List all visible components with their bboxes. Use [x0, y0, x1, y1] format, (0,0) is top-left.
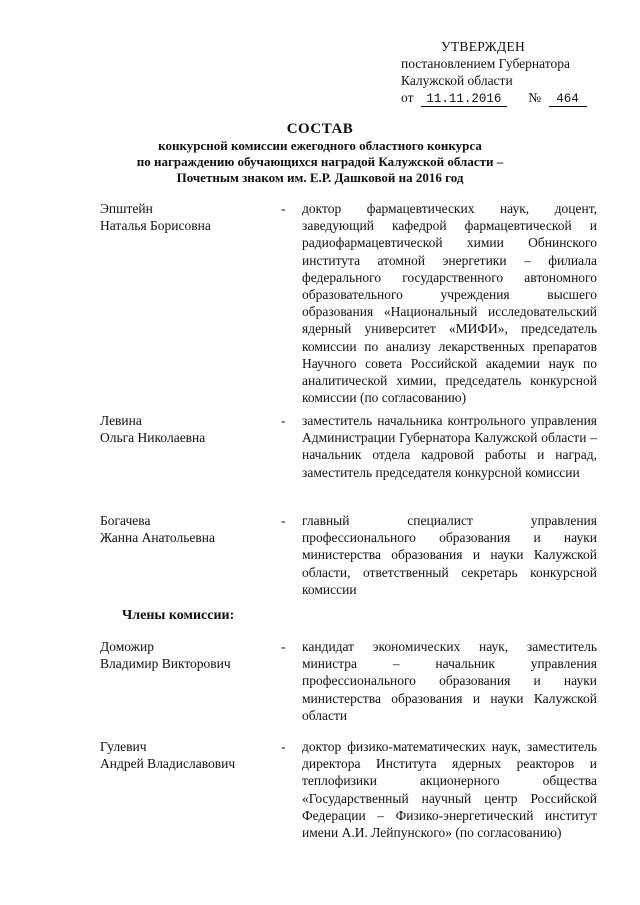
- approval-heading: УТВЕРЖДЕН: [441, 39, 526, 54]
- member-dash: -: [281, 201, 286, 216]
- approval-line-1: постановлением Губернатора: [401, 56, 570, 71]
- member-name: [100, 512, 280, 546]
- member-surname: Гулевич: [100, 739, 147, 754]
- member-given-name: Андрей Владиславович: [100, 756, 236, 771]
- title-line-1: конкурсной комиссии ежегодного областного конкурса: [158, 138, 482, 153]
- title-line-2: по награждению обучающихся наградой Калужской области –: [136, 154, 504, 169]
- members-section-heading: Члены комиссии:: [122, 608, 235, 623]
- title-line-3: Почетным знаком им. Е.Р. Дашковой на 2016 год: [176, 170, 464, 185]
- member-name: [100, 200, 280, 234]
- approval-from-label: от: [401, 90, 414, 105]
- member-surname: Левина: [100, 413, 142, 428]
- member-dash: -: [281, 739, 286, 754]
- member-given-name: Ольга Николаевна: [100, 430, 206, 445]
- member-description: доктор физико-математических наук, заместитель директора Института ядерных реакторов и теплофизики акционерного общества «Государственный научный центр Российской Федерации – Физико-энергетический институт имени А.И. Лейпунского» (по согласованию): [302, 739, 597, 841]
- member-dash: -: [281, 513, 286, 528]
- member-dash: -: [281, 639, 286, 654]
- approval-date: 11.11.2016: [421, 92, 507, 107]
- member-given-name: Жанна Анатольевна: [100, 530, 215, 545]
- member-given-name: Наталья Борисовна: [100, 218, 211, 233]
- member-given-name: Владимир Викторович: [100, 656, 231, 671]
- approval-number-label: №: [528, 90, 542, 105]
- document-title: [0, 120, 640, 186]
- member-description: доктор фармацевтических наук, доцент, заведующий кафедрой фармацевтической и радиофармацевтической химии Обнинского института атомной энергетики – филиала федерального государственного автономного образовательного учреждения высшего образования «Национальный исследовательский ядерный университет «МИФИ», председатель комиссии по анализу лекарственных препаратов Научного совета Российской академии наук по аналитической химии, председатель конкурсной комиссии (по согласованию): [302, 201, 597, 406]
- approval-line-3: [401, 89, 621, 107]
- member-dash: -: [281, 413, 286, 428]
- approval-line-2: Калужской области: [401, 73, 513, 88]
- member-surname: Эпштейн: [100, 201, 153, 216]
- member-name: [100, 412, 280, 446]
- title-main: СОСТАВ: [286, 121, 354, 137]
- member-name: [100, 738, 280, 772]
- member-surname: Богачева: [100, 513, 151, 528]
- member-name: [100, 638, 280, 672]
- member-description: заместитель начальника контрольного управления Администрации Губернатора Калужской области – начальник отдела кадровой работы и наград, заместитель председателя конкурсной комиссии: [302, 413, 597, 480]
- member-description: кандидат экономических наук, заместитель министра – начальник управления профессионального образования и науки министерства образования и науки Калужской области: [302, 639, 597, 723]
- member-surname: Доможир: [100, 639, 154, 654]
- approval-block: [401, 38, 621, 107]
- approval-number: 464: [549, 92, 587, 107]
- member-description: главный специалист управления профессионального образования и науки министерства образования и науки Калужской области, ответственный секретарь конкурсной комиссии: [302, 513, 597, 597]
